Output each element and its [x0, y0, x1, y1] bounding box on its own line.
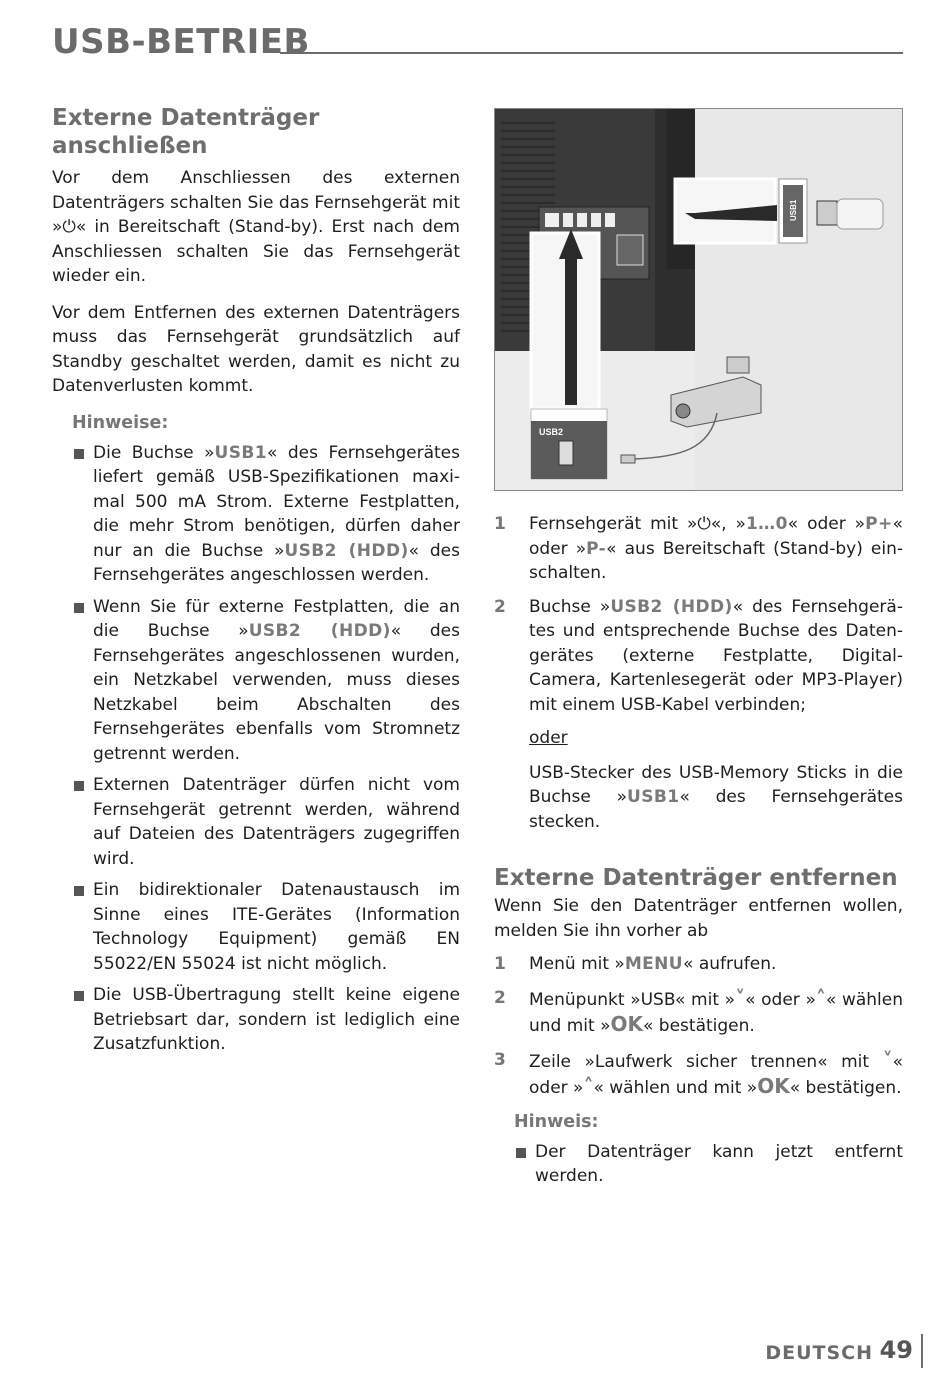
list-item: Externen Datenträger dürfen nicht vom Fernsehgerät getrennt werden, während auf Dateien des Datenträgers zugegriffen wird.	[74, 773, 460, 871]
list-item: Die USB-Übertragung stellt keine eigene Betriebsart dar, sondern ist lediglich eine Zusatzfunktion.	[74, 983, 460, 1057]
paragraph-connect: Vor dem Anschliessen des externen Datenträgers schalten Sie das Fernsehgerät mit »⏻« in Bereitschaft (Stand-by). Erst nach dem Anschliessen schalten Sie das Fernsehgerät wieder ein.	[52, 168, 460, 286]
page-number: 49	[879, 1336, 913, 1364]
connect-steps	[494, 512, 903, 717]
remove-steps	[494, 952, 903, 1101]
page-title: USB-BETRIEB	[52, 22, 310, 62]
section-title-line2: anschließen	[52, 133, 208, 159]
list-item: 1 Fernsehgerät mit »⏻«, »1…0« oder »P+« oder »P-« aus Bereitschaft (Stand-by) einschalten.	[494, 514, 904, 583]
usb-stick-text: USB-Stecker des USB-Memory Sticks in die Buchse »USB1« des Fernsehgerätes stecken.	[529, 762, 903, 832]
bullet-square-icon	[74, 449, 84, 459]
oder-text: oder	[529, 728, 568, 748]
usb1-label: USB1	[789, 199, 798, 221]
list-item: 1 Menü mit »MENU« aufrufen.	[494, 954, 777, 974]
section-title-connect	[52, 104, 460, 160]
remove-intro: Wenn Sie den Datenträger entfernen wollen, melden Sie ihn vorher ab	[494, 896, 903, 941]
bullet-square-icon	[74, 991, 84, 1001]
footer-divider	[921, 1334, 923, 1368]
list-item: 2 Menüpunkt »USB« mit »˅« oder »˄« wählen und mit »OK« bestätigen.	[494, 985, 904, 1036]
bullet-square-icon	[74, 781, 84, 791]
footer-language: DEUTSCH	[765, 1342, 873, 1364]
header-rule	[280, 52, 903, 54]
page-header	[52, 22, 903, 62]
paragraph-remove-warning: Vor dem Entfernen des externen Datenträgers muss das Fernsehgerät grundsätzlich auf Standby geschaltet werden, damit es nicht zu Datenverlusten kommt.	[52, 302, 460, 396]
hint-heading: Hinweis:	[514, 1111, 599, 1132]
bullet-square-icon	[74, 886, 84, 896]
hints-list	[52, 441, 460, 1057]
left-column	[52, 104, 460, 1064]
usb2-label: USB2	[539, 427, 564, 437]
section-title-line1: Externe Datenträger	[52, 105, 320, 131]
list-item: Der Datenträger kann jetzt entfernt werden.	[516, 1140, 903, 1189]
tv-back-panel-drawing	[495, 109, 902, 490]
hints-heading: Hinweise:	[72, 412, 169, 433]
usb-connection-illustration	[494, 108, 903, 491]
right-column	[494, 512, 903, 1196]
section-title-remove: Externe Datenträger entfernen	[494, 865, 898, 891]
list-item: Wenn Sie für externe Festplatten, die an die Buchse »USB2 (HDD)« des Fernsehgerätes angeschlossenen wurden, ein Netzkabel verwenden, muss dieses Netzkabel beim Abschalten des Fernsehgerätes ebenfalls vom Stromnetz getrennt werden.	[74, 595, 460, 767]
list-item: 2 Buchse »USB2 (HDD)« des Fernsehgerätes und entsprechende Buchse des Datengerätes (externe Festplatte, Digital-Camera, Kartenlesegerät oder MP3-Player) mit einem USB-Kabel verbinden;	[494, 596, 903, 715]
list-item: 3 Zeile »Laufwerk sicher trennen« mit ˅« oder »˄« wählen und mit »OK« bestätigen.	[494, 1047, 903, 1098]
bullet-square-icon	[74, 603, 84, 613]
list-item: Ein bidirektionaler Datenaustausch im Sinne eines ITE-Gerätes (Information Technology Equipment) gemäß EN 55022/EN 55024 ist nicht möglich.	[74, 878, 460, 976]
bullet-square-icon	[516, 1148, 526, 1158]
hint-list	[494, 1140, 903, 1189]
list-item: Die Buchse »USB1« des Fernsehgerätes liefert gemäß USB-Spezifikationen maximal 500 mA Strom. Externe Festplatten, die mehr Strom benötigen, dürfen daher nur an die Buchse »USB2 (HDD)« des Fernsehgerätes angeschlossen werden.	[74, 441, 460, 588]
